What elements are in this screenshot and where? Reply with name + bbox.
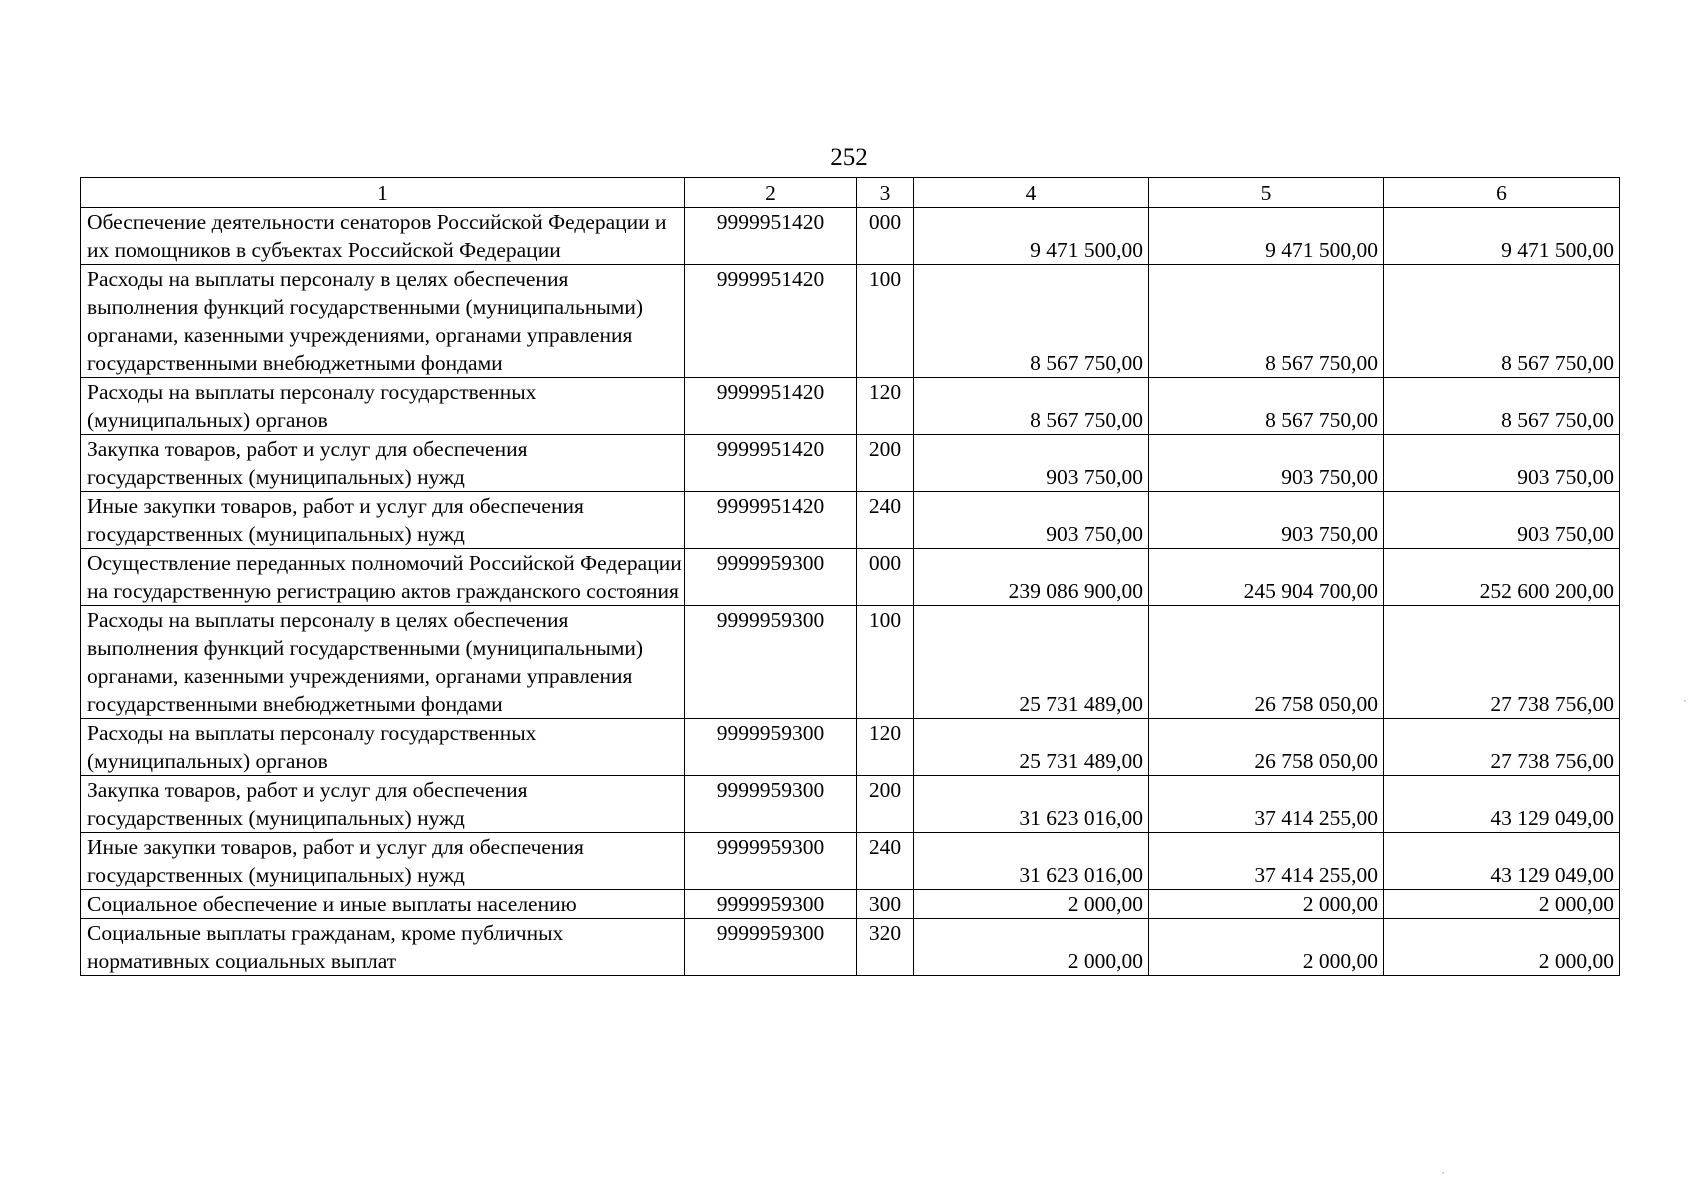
row-amount-col4: 8 567 750,00 [914, 265, 1149, 378]
row-expense-type: 300 [857, 890, 914, 919]
row-amount-col6: 43 129 049,00 [1384, 776, 1620, 833]
row-expense-type: 320 [857, 919, 914, 976]
row-amount-col5: 2 000,00 [1149, 890, 1384, 919]
page-number: 252 [830, 144, 868, 171]
row-amount-col4: 2 000,00 [914, 919, 1149, 976]
table-row [81, 378, 1620, 435]
row-target-code: 9999951420 [685, 265, 857, 378]
row-amount-col4: 903 750,00 [914, 492, 1149, 549]
row-amount-col5: 37 414 255,00 [1149, 833, 1384, 890]
row-amount-col5: 26 758 050,00 [1149, 719, 1384, 776]
row-amount-col4: 31 623 016,00 [914, 776, 1149, 833]
table-row [81, 549, 1620, 606]
row-expense-type: 240 [857, 492, 914, 549]
row-amount-col6: 43 129 049,00 [1384, 833, 1620, 890]
row-target-code: 9999951420 [685, 492, 857, 549]
row-expense-type: 120 [857, 719, 914, 776]
row-name: Закупка товаров, работ и услуг для обеспечения государственных (муниципальных) нужд [81, 435, 685, 492]
row-target-code: 9999951420 [685, 208, 857, 265]
row-name: Расходы на выплаты персоналу в целях обеспечения выполнения функций государственными (муниципальными) органами, казенными учреждениями, органами управления государственными внебюджетными фондами [81, 265, 685, 378]
table-row [81, 265, 1620, 378]
row-target-code: 9999959300 [685, 606, 857, 719]
table-row [81, 435, 1620, 492]
row-name: Осуществление переданных полномочий Российской Федерации на государственную регистрацию актов гражданского состояния [81, 549, 685, 606]
row-amount-col6: 2 000,00 [1384, 919, 1620, 976]
row-target-code: 9999959300 [685, 776, 857, 833]
row-expense-type: 120 [857, 378, 914, 435]
row-target-code: 9999951420 [685, 378, 857, 435]
row-expense-type: 200 [857, 435, 914, 492]
row-amount-col5: 903 750,00 [1149, 492, 1384, 549]
row-name: Социальное обеспечение и иные выплаты населению [81, 890, 685, 919]
column-header: 3 [857, 178, 914, 208]
row-amount-col5: 2 000,00 [1149, 919, 1384, 976]
row-name: Закупка товаров, работ и услуг для обеспечения государственных (муниципальных) нужд [81, 776, 685, 833]
row-amount-col6: 903 750,00 [1384, 492, 1620, 549]
row-name: Иные закупки товаров, работ и услуг для обеспечения государственных (муниципальных) нужд [81, 492, 685, 549]
row-expense-type: 200 [857, 776, 914, 833]
row-amount-col5: 8 567 750,00 [1149, 265, 1384, 378]
row-amount-col6: 8 567 750,00 [1384, 265, 1620, 378]
row-amount-col4: 25 731 489,00 [914, 719, 1149, 776]
row-amount-col5: 8 567 750,00 [1149, 378, 1384, 435]
row-target-code: 9999959300 [685, 919, 857, 976]
row-target-code: 9999951420 [685, 435, 857, 492]
table-row [81, 776, 1620, 833]
row-amount-col5: 245 904 700,00 [1149, 549, 1384, 606]
row-amount-col5: 37 414 255,00 [1149, 776, 1384, 833]
table-row [81, 208, 1620, 265]
row-amount-col4: 25 731 489,00 [914, 606, 1149, 719]
table-row [81, 606, 1620, 719]
row-amount-col4: 8 567 750,00 [914, 378, 1149, 435]
row-amount-col4: 2 000,00 [914, 890, 1149, 919]
row-amount-col4: 903 750,00 [914, 435, 1149, 492]
row-amount-col6: 27 738 756,00 [1384, 606, 1620, 719]
row-name: Расходы на выплаты персоналу государственных (муниципальных) органов [81, 719, 685, 776]
table-header-row [81, 178, 1620, 208]
row-name: Социальные выплаты гражданам, кроме публичных нормативных социальных выплат [81, 919, 685, 976]
column-header: 4 [914, 178, 1149, 208]
row-expense-type: 240 [857, 833, 914, 890]
row-amount-col6: 27 738 756,00 [1384, 719, 1620, 776]
row-amount-col6: 9 471 500,00 [1384, 208, 1620, 265]
row-amount-col4: 239 086 900,00 [914, 549, 1149, 606]
table-row [81, 919, 1620, 976]
row-expense-type: 000 [857, 549, 914, 606]
column-header: 6 [1384, 178, 1620, 208]
row-expense-type: 000 [857, 208, 914, 265]
row-amount-col5: 903 750,00 [1149, 435, 1384, 492]
table-row [81, 890, 1620, 919]
scan-speck [1684, 700, 1686, 702]
row-amount-col5: 9 471 500,00 [1149, 208, 1384, 265]
row-expense-type: 100 [857, 265, 914, 378]
table-row [81, 492, 1620, 549]
row-amount-col4: 31 623 016,00 [914, 833, 1149, 890]
budget-table [80, 177, 1620, 976]
row-target-code: 9999959300 [685, 549, 857, 606]
column-header: 5 [1149, 178, 1384, 208]
table-row [81, 833, 1620, 890]
column-header: 2 [685, 178, 857, 208]
row-target-code: 9999959300 [685, 719, 857, 776]
column-header: 1 [81, 178, 685, 208]
row-target-code: 9999959300 [685, 833, 857, 890]
scan-speck [1442, 1172, 1444, 1174]
row-name: Иные закупки товаров, работ и услуг для обеспечения государственных (муниципальных) нужд [81, 833, 685, 890]
row-amount-col5: 26 758 050,00 [1149, 606, 1384, 719]
row-amount-col6: 8 567 750,00 [1384, 378, 1620, 435]
row-amount-col6: 252 600 200,00 [1384, 549, 1620, 606]
row-name: Обеспечение деятельности сенаторов Российской Федерации и их помощников в субъектах Российской Федерации [81, 208, 685, 265]
row-name: Расходы на выплаты персоналу государственных (муниципальных) органов [81, 378, 685, 435]
row-name: Расходы на выплаты персоналу в целях обеспечения выполнения функций государственными (муниципальными) органами, казенными учреждениями, органами управления государственными внебюджетными фондами [81, 606, 685, 719]
row-expense-type: 100 [857, 606, 914, 719]
row-amount-col6: 903 750,00 [1384, 435, 1620, 492]
row-target-code: 9999959300 [685, 890, 857, 919]
table-row [81, 719, 1620, 776]
row-amount-col6: 2 000,00 [1384, 890, 1620, 919]
row-amount-col4: 9 471 500,00 [914, 208, 1149, 265]
